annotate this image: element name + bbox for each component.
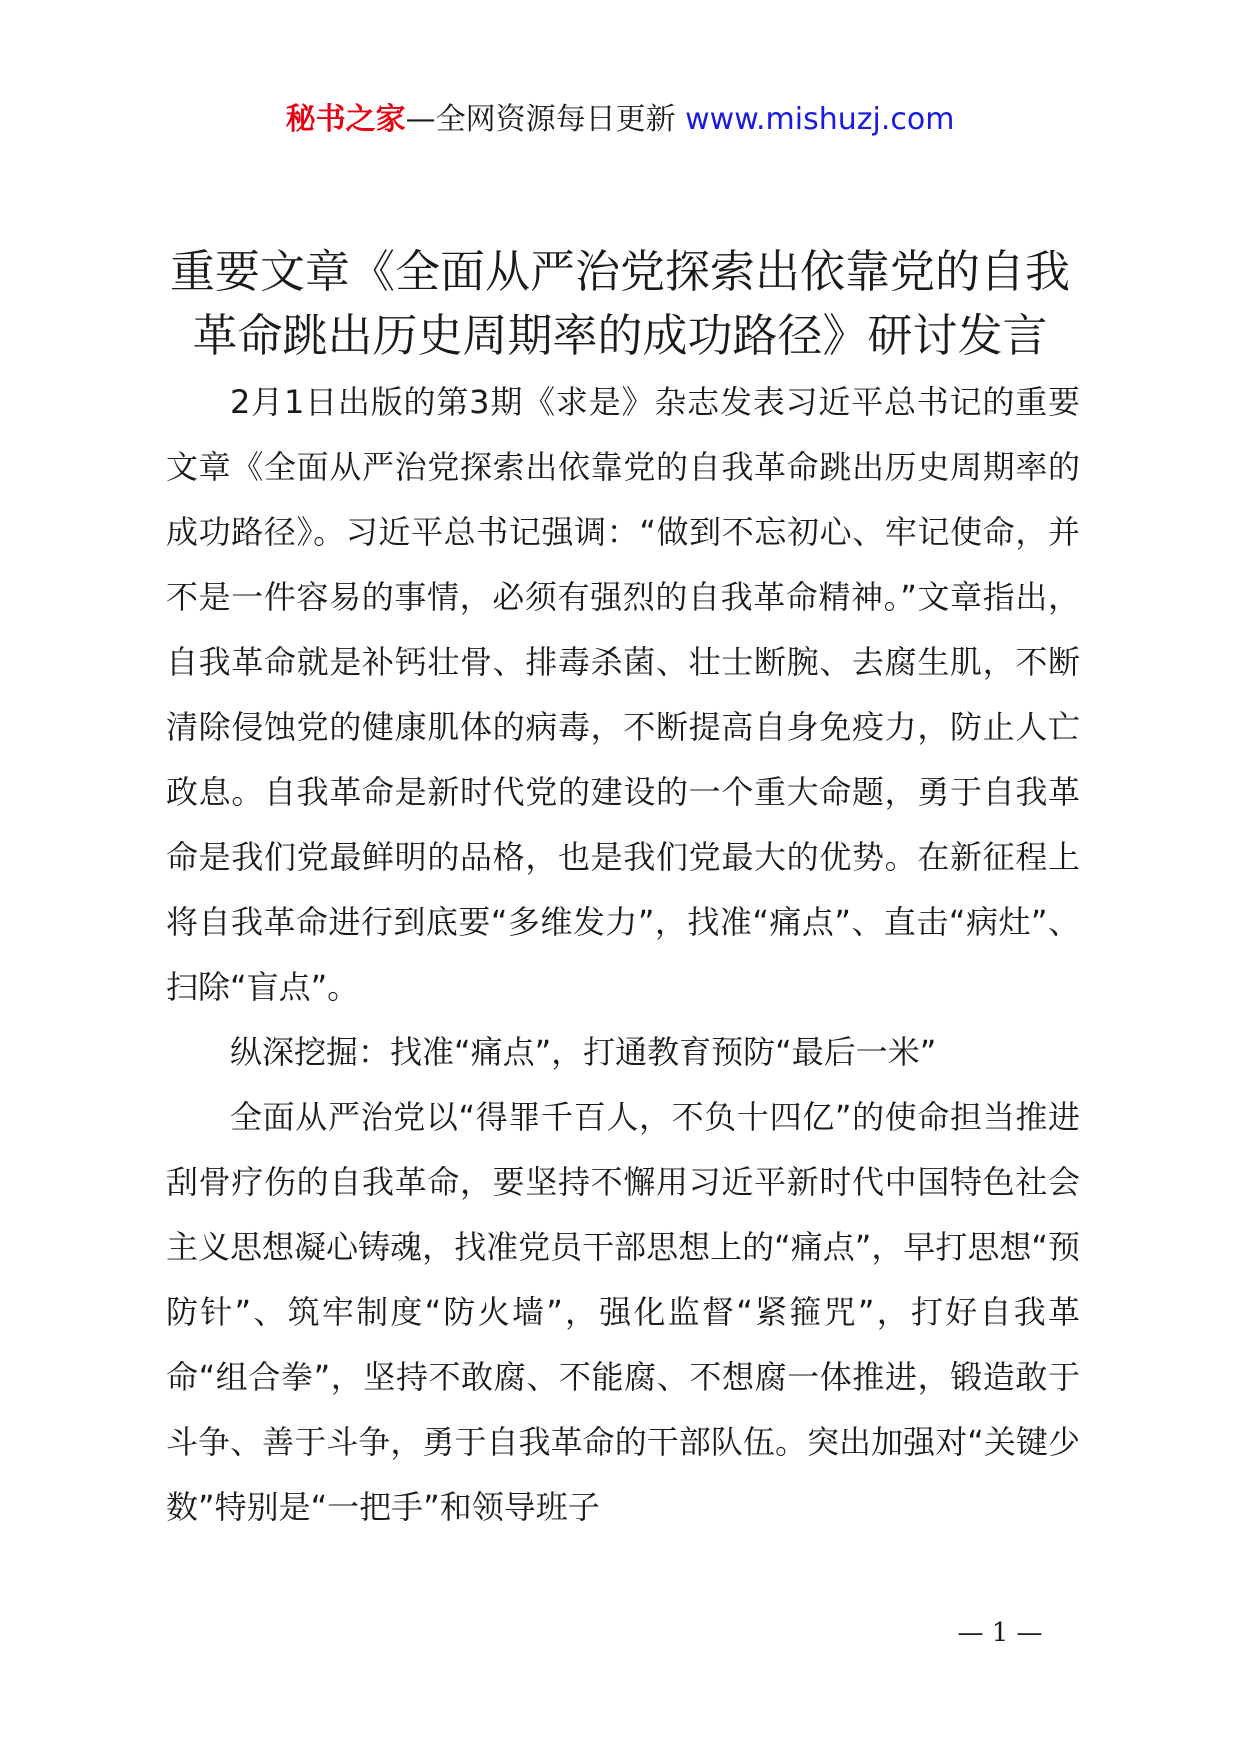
document-body xyxy=(166,370,1080,1540)
site-banner xyxy=(0,100,1240,140)
title-line-2: 革命跳出历史周期率的成功路径》研讨发言 xyxy=(192,309,1048,362)
title-line-1: 重要文章《全面从严治党探索出依靠党的自我 xyxy=(169,245,1070,298)
document-title xyxy=(140,240,1100,368)
body-paragraph-1: 2月1日出版的第3期《求是》杂志发表习近平总书记的重要文章《全面从严治党探索出依靠党的自我革命跳出历史周期率的成功路径》。习近平总书记强调：“做到不忘初心、牢记使命，并不是一件容易的事情，必须有强烈的自我革命精神。”文章指出，自我革命就是补钙壮骨、排毒杀菌、壮士断腕、去腐生肌，不断清除侵蚀党的健康肌体的病毒，不断提高自身免疫力，防止人亡政息。自我革命是新时代党的建设的一个重大命题，勇于自我革命是我们党最鲜明的品格，也是我们党最大的优势。在新征程上将自我革命进行到底要“多维发力”，找准“痛点”、直击“病灶”、扫除“盲点”。 xyxy=(166,383,1080,1006)
body-paragraph-2: 全面从严治党以“得罪千百人，不负十四亿”的使命担当推进刮骨疗伤的自我革命，要坚持不懈用习近平新时代中国特色社会主义思想凝心铸魂，找准党员干部思想上的“痛点”，早打思想“预防针”、筑牢制度“防火墙”，强化监督“紧箍咒”，打好自我革命“组合拳”，坚持不敢腐、不能腐、不想腐一体推进，锻造敢于斗争、善于斗争，勇于自我革命的干部队伍。突出加强对“关键少数”特别是“一把手”和领导班子 xyxy=(166,1098,1080,1526)
banner-url: www.mishuzj.com xyxy=(685,102,955,137)
banner-tagline: —全网资源每日更新 xyxy=(405,102,686,137)
banner-brand: 秘书之家 xyxy=(285,102,406,137)
page-number: — 1 — xyxy=(957,1618,1043,1648)
section-heading: 纵深挖掘：找准“痛点”，打通教育预防“最后一米” xyxy=(230,1033,937,1071)
